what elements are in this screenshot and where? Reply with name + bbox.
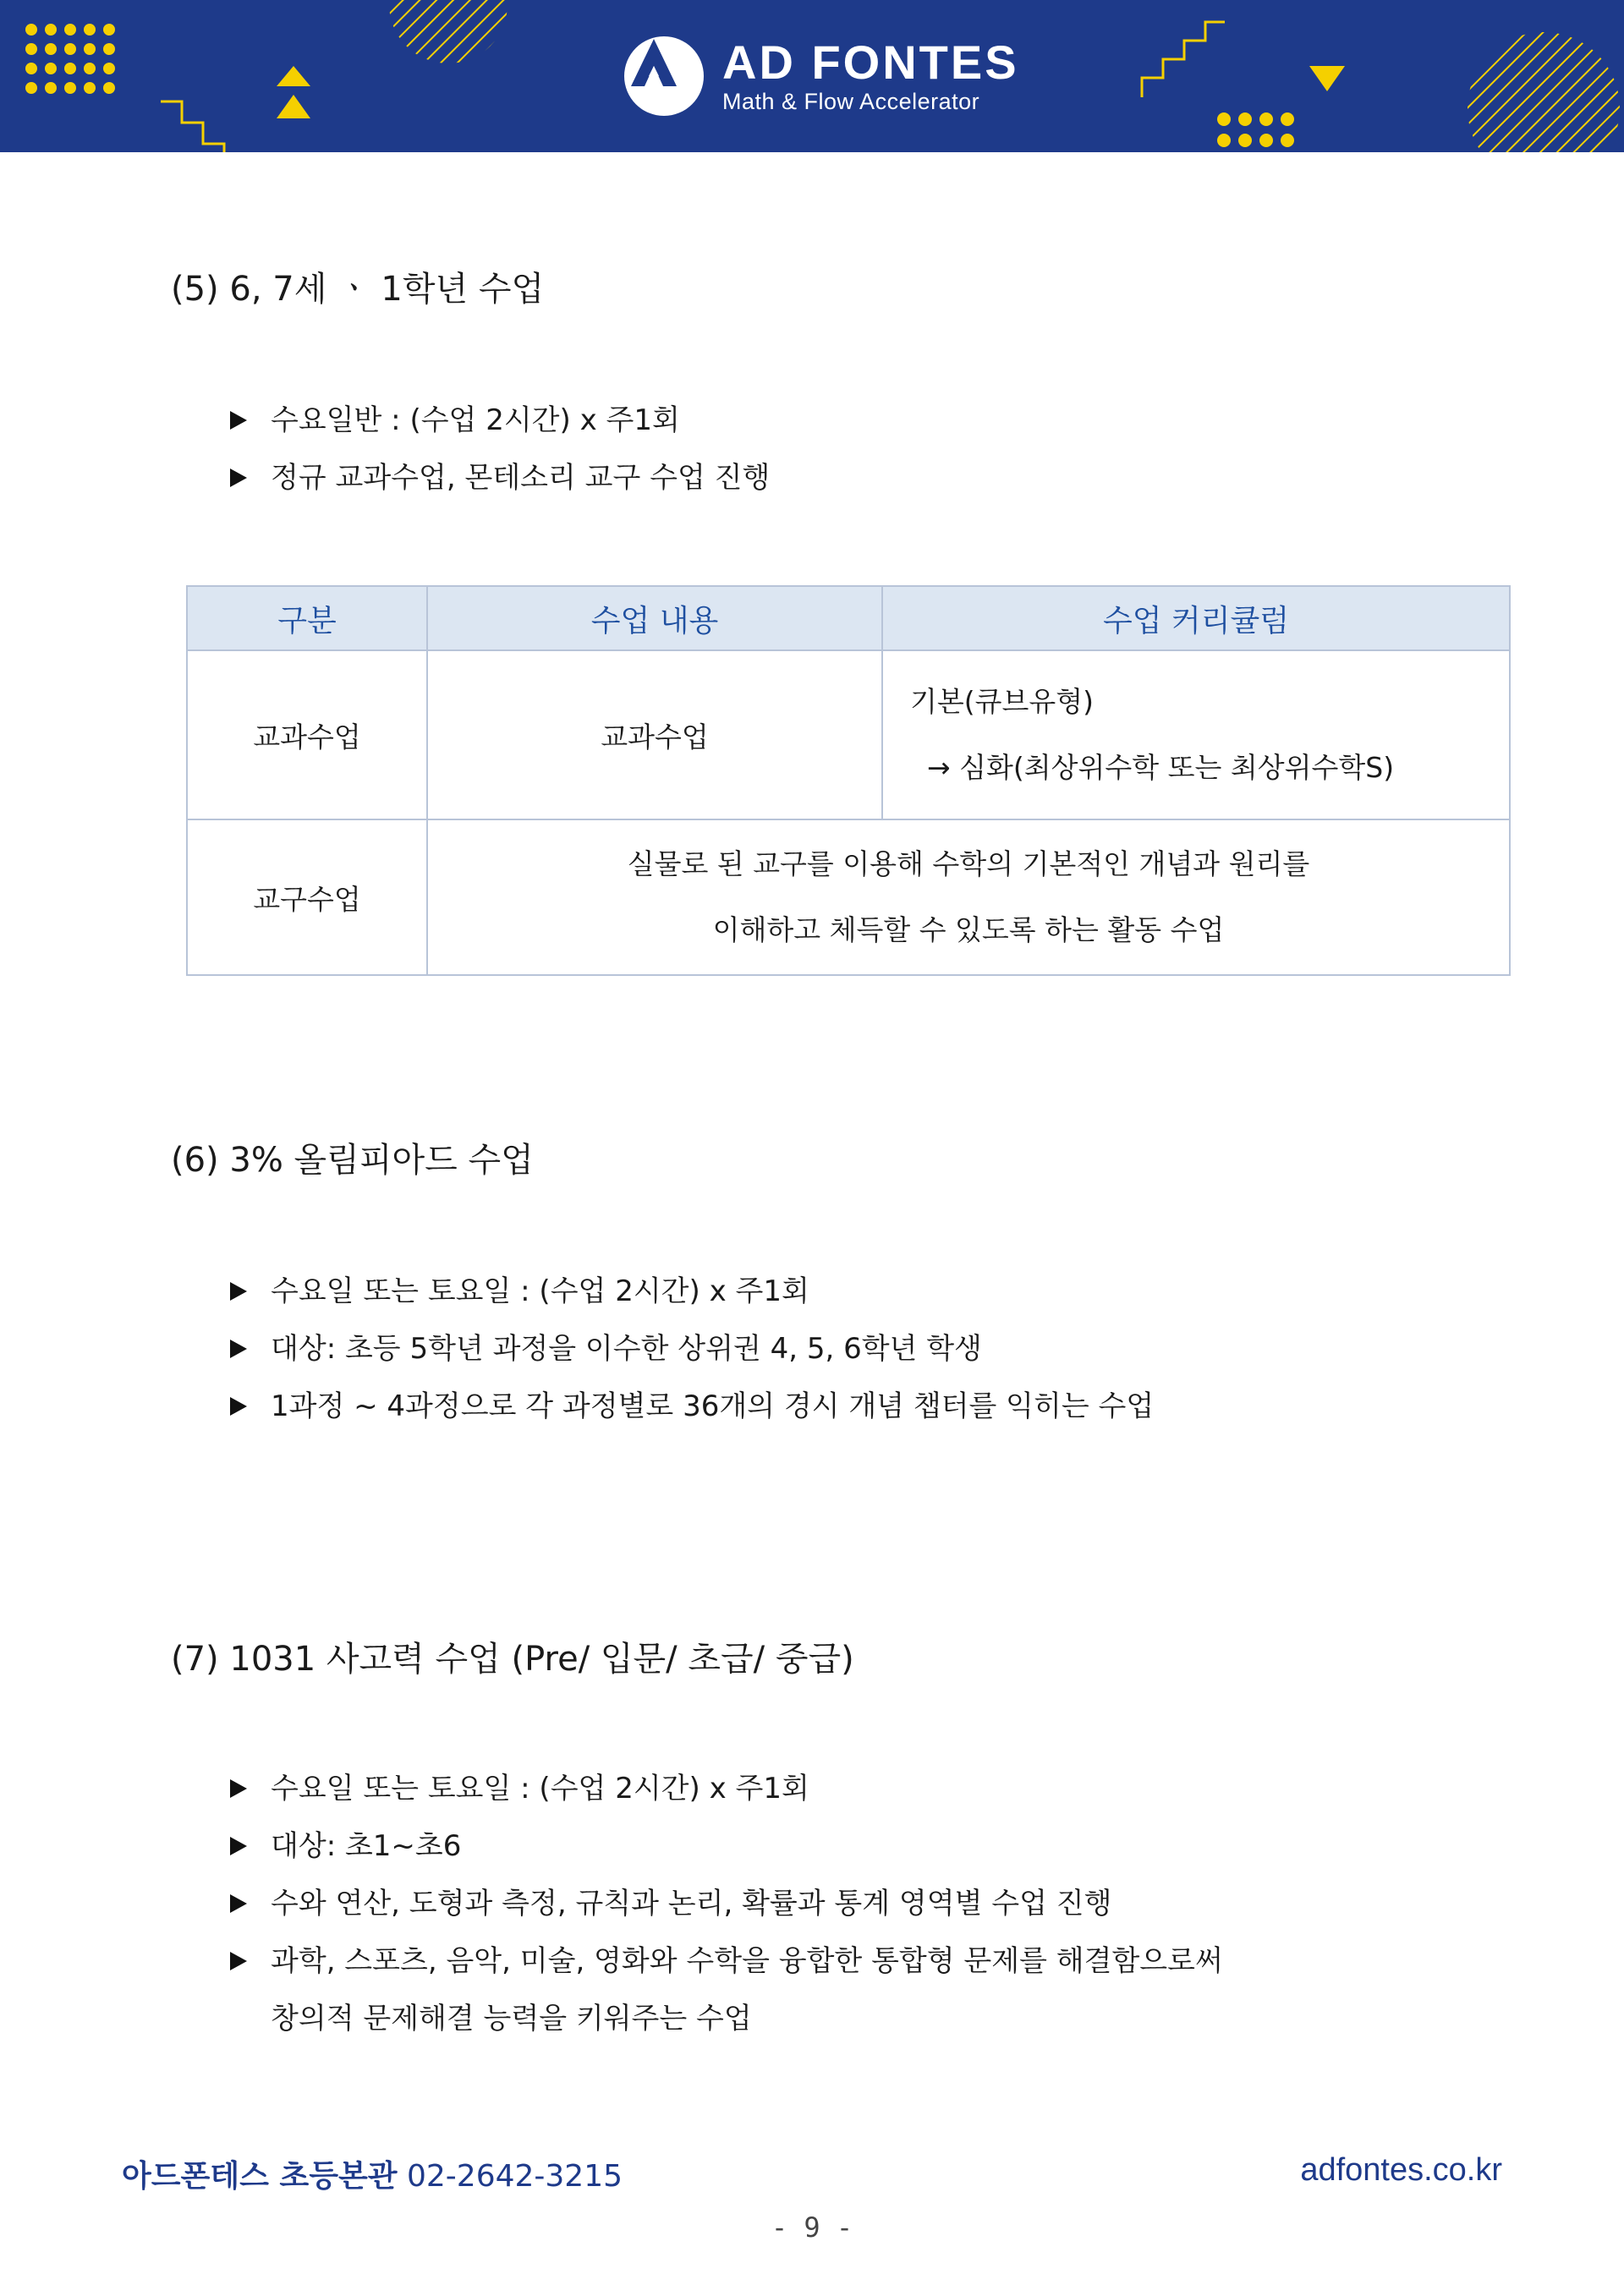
hatched-circle-left [389,0,508,63]
section-title-7: (7) 1031 사고력 수업 (Pre/ 입문/ 초급/ 중급) [171,1640,854,1679]
list-item: 수와 연산, 도형과 측정, 규칙과 논리, 확률과 통계 영역별 수업 진행 [228,1875,1223,1932]
triangle-up-icon [277,95,310,118]
bullet-triangle-icon [230,411,247,430]
table-cell-curriculum [882,650,1510,819]
section-7-bullets [228,1760,1223,2047]
table-cell-category: 교과수업 [187,650,427,819]
bullet-triangle-icon [230,1397,247,1416]
bullet-triangle-icon [230,1952,247,1970]
bullet-triangle-icon [230,1340,247,1358]
table-header-cell: 수업 내용 [427,586,882,650]
list-item: 정규 교과수업, 몬테소리 교구 수업 진행 [228,449,770,507]
footer-contact [122,2152,623,2195]
brand-name: AD FONTES [722,36,1019,89]
list-item: 1과정 ~ 4과정으로 각 과정별로 36개의 경시 개념 챕터를 익히는 수업 [228,1378,1154,1435]
table-cell-category: 교구수업 [187,819,427,975]
list-item: 대상: 초등 5학년 과정을 이수한 상위권 4, 5, 6학년 학생 [228,1320,1154,1378]
bullet-triangle-icon [230,1894,247,1913]
table-header-cell: 수업 커리큘럼 [882,586,1510,650]
table-cell-content: 교과수업 [427,650,882,819]
table-header-cell: 구분 [187,586,427,650]
table-header-row [187,586,1510,650]
brand-logo [624,34,1019,118]
curriculum-line: → 심화(최상위수학 또는 최상위수학S) [927,751,1395,784]
section-title-5: (5) 6, 7세 ㆍ 1학년 수업 [171,270,545,309]
list-item: 수요일반 : (수업 2시간) x 주1회 [228,392,770,449]
dot-grid-left [25,24,115,94]
footer-org: 아드폰테스 초등본관 [122,2159,398,2194]
merged-line: 실물로 된 교구를 이용해 수학의 기본적인 개념과 원리를 [627,847,1310,880]
table-row [187,819,1510,975]
section-6-bullets [228,1263,1154,1435]
triangle-down-icon [1309,66,1345,91]
table-row [187,650,1510,819]
page-number: - 9 - [771,2211,853,2244]
merged-line: 이해하고 체득할 수 있도록 하는 활동 수업 [712,913,1225,946]
bullet-triangle-icon [230,1282,247,1301]
bullet-triangle-icon [230,1837,247,1855]
hatched-circle-right [1468,32,1620,152]
stairs-right [1142,22,1225,97]
footer-website[interactable]: adfontes.co.kr [1300,2152,1502,2188]
stairs-left [161,101,224,152]
header-banner [0,0,1624,152]
bullet-triangle-icon [230,1779,247,1798]
footer-phone: 02-2642-3215 [406,2159,623,2194]
curriculum-line: 기본(큐브유형) [910,685,1095,718]
list-item-continuation: 창의적 문제해결 능력을 키워주는 수업 [271,2002,752,2036]
triangle-up-icon [277,66,310,86]
dot-grid-right [1217,112,1294,147]
curriculum-table [186,585,1511,976]
logo-mark-icon [624,36,704,116]
list-item: 수요일 또는 토요일 : (수업 2시간) x 주1회 [228,1760,1223,1817]
list-item: 수요일 또는 토요일 : (수업 2시간) x 주1회 [228,1263,1154,1320]
table-cell-merged [427,819,1510,975]
brand-tagline: Math & Flow Accelerator [722,89,980,114]
list-item: 대상: 초1~초6 [228,1817,1223,1875]
section-5-bullets [228,392,770,507]
section-title-6: (6) 3% 올림피아드 수업 [171,1141,534,1180]
list-item: 과학, 스포츠, 음악, 미술, 영화와 수학을 융합한 통합형 문제를 해결함으로써 [228,1932,1223,1990]
bullet-triangle-icon [230,469,247,487]
